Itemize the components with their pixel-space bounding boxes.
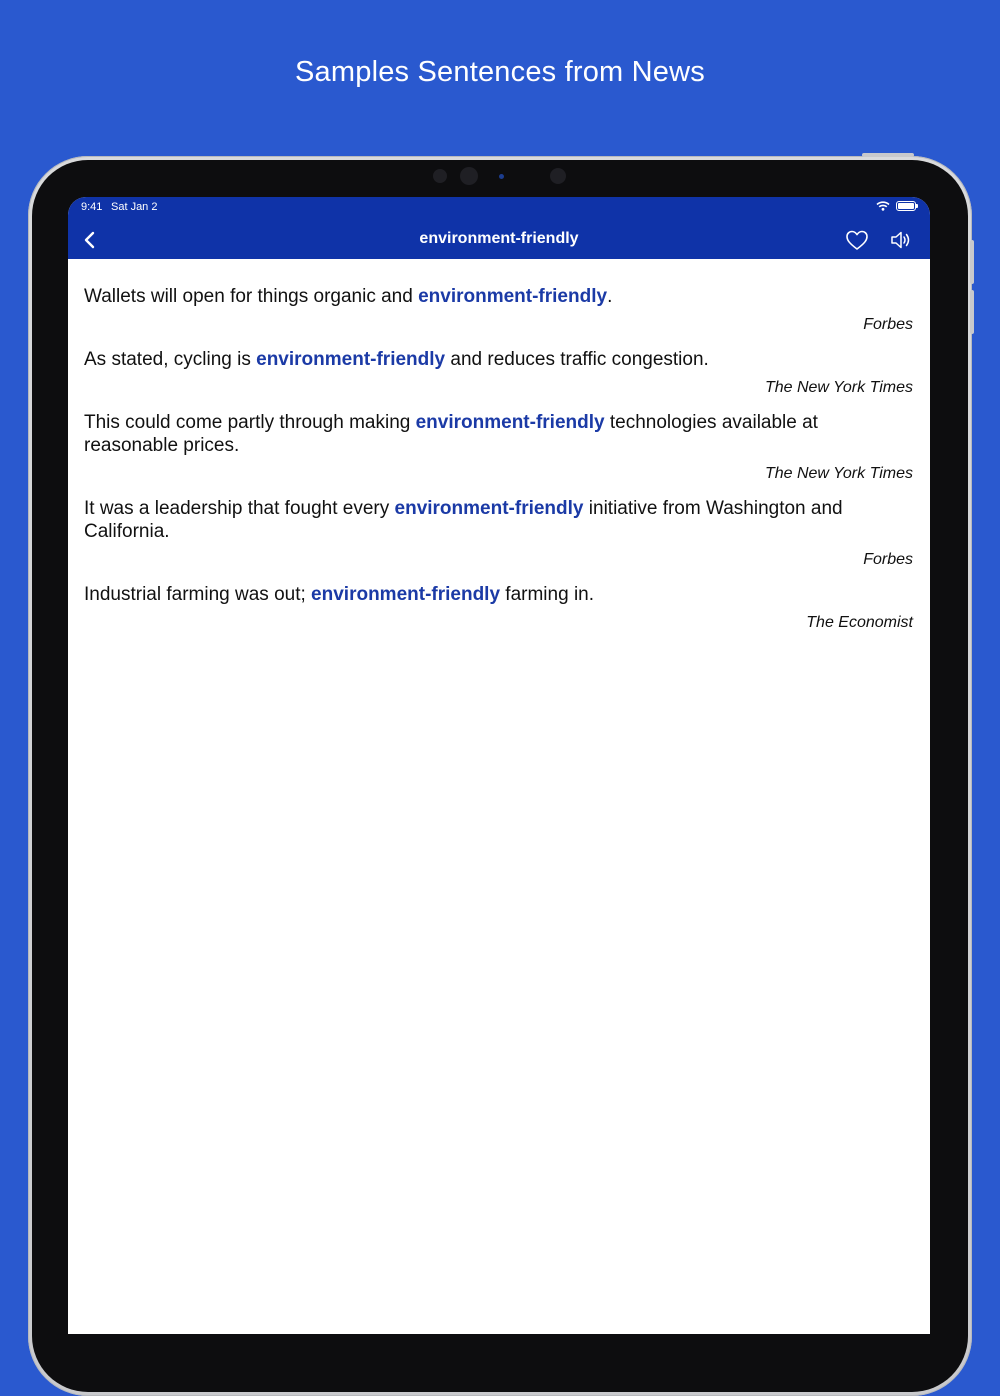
app-screen [68, 197, 930, 1334]
keyword-highlight: environment-friendly [415, 412, 605, 433]
sentence-source: Forbes [863, 316, 913, 333]
status-icons [876, 201, 916, 211]
keyword-highlight: environment-friendly [311, 584, 501, 605]
sentence-source: The New York Times [764, 465, 913, 482]
wifi-icon [876, 201, 890, 211]
heart-icon [842, 226, 872, 254]
sentence-text: Wallets will open for things organic and environment-friendly. [84, 286, 613, 307]
camera-sensor [433, 169, 447, 183]
camera-indicator [499, 174, 504, 179]
sentence-source: The New York Times [764, 379, 913, 396]
camera-lens [460, 167, 478, 185]
sentence-text: It was a leadership that fought every environment-friendly initiative from Washington and California. [84, 498, 843, 542]
promo-caption: Samples Sentences from News [295, 56, 705, 88]
keyword-highlight: environment-friendly [418, 286, 608, 307]
sentence-source: Forbes [863, 551, 913, 568]
favorite-button[interactable] [842, 226, 872, 254]
sentence-list [68, 259, 930, 633]
sentence-entry [84, 583, 913, 633]
speaker-icon [886, 225, 916, 255]
sentence-entry [84, 411, 913, 484]
camera-sensor [550, 168, 566, 184]
sentence-entry [84, 348, 913, 398]
sentence-entry [84, 497, 913, 570]
sentence-source: The Economist [806, 614, 913, 631]
status-time: 9:41 [81, 201, 103, 213]
navigation-bar [68, 219, 930, 259]
page-title: environment-friendly [419, 230, 579, 247]
sentence-text: As stated, cycling is environment-friendly and reduces traffic congestion. [84, 349, 709, 370]
keyword-highlight: environment-friendly [394, 498, 584, 519]
keyword-highlight: environment-friendly [256, 349, 446, 370]
power-button [862, 153, 914, 157]
pronounce-audio-button[interactable] [886, 225, 916, 255]
battery-icon [896, 201, 916, 211]
volume-button [970, 240, 974, 284]
status-bar [68, 197, 930, 219]
sentence-text: Industrial farming was out; environment-friendly farming in. [84, 584, 595, 605]
sentence-entry [84, 285, 913, 335]
sentence-text: This could come partly through making environment-friendly technologies available at reasonable prices. [84, 412, 818, 456]
volume-button [970, 290, 974, 334]
status-date: Sat Jan 2 [111, 201, 158, 213]
